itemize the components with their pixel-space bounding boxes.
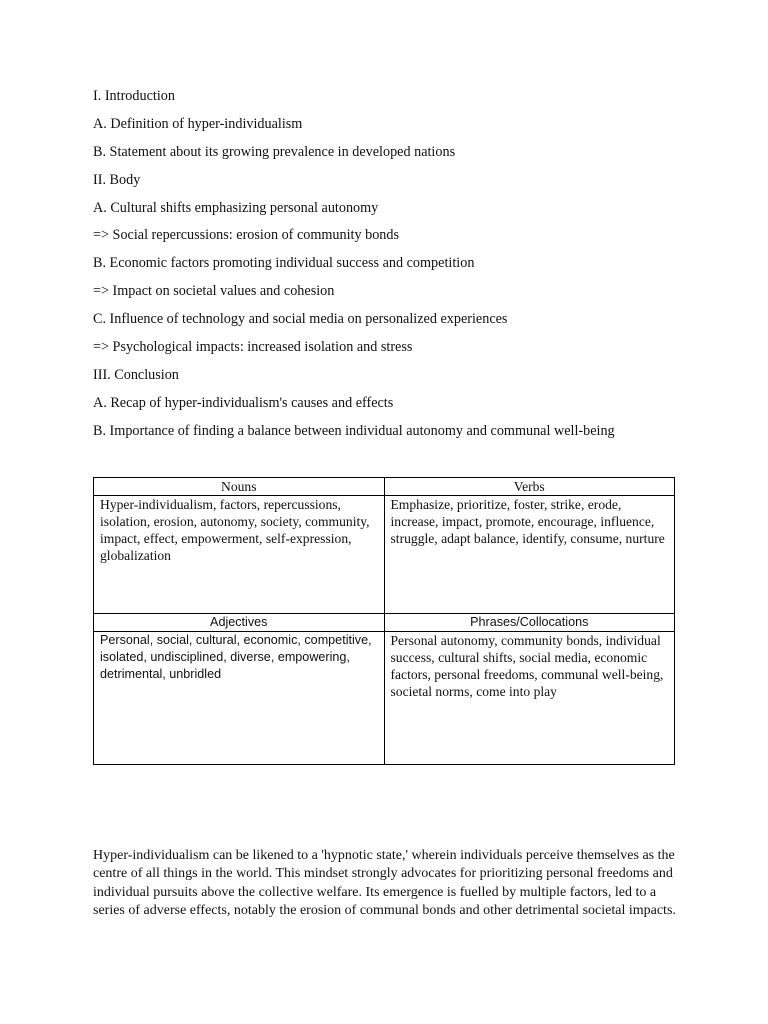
phrases-header: Phrases/Collocations: [384, 614, 675, 632]
outline-item: B. Statement about its growing prevalence in developed nations: [93, 143, 456, 160]
summary-paragraph: Hyper-individualism can be likened to a 'hypnotic state,' wherein individuals perceive themselves as the centre of all things in the world. This mindset strongly advocates for prioritizing personal freedoms and individual pursuits above the collective welfare. Its emergence is fuelled by multiple factors, led to a series of adverse effects, notably the erosion of communal bonds and other detrimental societal impacts.: [93, 848, 676, 918]
outline-item: => Social repercussions: erosion of community bonds: [93, 227, 400, 244]
adjectives-header: Adjectives: [94, 614, 385, 632]
outline-item: II. Body: [93, 171, 141, 188]
outline-item: B. Importance of finding a balance between individual autonomy and communal well-being: [93, 422, 615, 439]
phrases-cell: Personal autonomy, community bonds, individual success, cultural shifts, social media, economic factors, personal freedoms, communal well-being, societal norms, come into play: [384, 632, 675, 765]
essay-outline: [93, 86, 713, 449]
verbs-cell: Emphasize, prioritize, foster, strike, erode, increase, impact, promote, encourage, influence, struggle, adapt balance, identify, consume, nurture: [384, 496, 675, 614]
outline-item: III. Conclusion: [93, 366, 179, 383]
verbs-header: Verbs: [384, 478, 675, 496]
outline-item: A. Definition of hyper-individualism: [93, 115, 303, 132]
outline-item: => Psychological impacts: increased isolation and stress: [93, 339, 413, 356]
vocabulary-table: [93, 477, 675, 765]
adjectives-cell: Personal, social, cultural, economic, competitive, isolated, undisciplined, diverse, empowering, detrimental, unbridled: [94, 632, 385, 765]
nouns-cell: Hyper-individualism, factors, repercussions, isolation, erosion, autonomy, society, community, impact, effect, empowerment, self-expression, globalization: [94, 496, 385, 614]
outline-item: B. Economic factors promoting individual success and competition: [93, 255, 475, 272]
outline-item: => Impact on societal values and cohesion: [93, 283, 335, 300]
outline-item: A. Recap of hyper-individualism's causes and effects: [93, 394, 394, 411]
outline-item: C. Influence of technology and social media on personalized experiences: [93, 311, 508, 328]
outline-item: I. Introduction: [93, 88, 175, 104]
nouns-header: Nouns: [94, 478, 385, 496]
outline-item: A. Cultural shifts emphasizing personal autonomy: [93, 199, 379, 216]
